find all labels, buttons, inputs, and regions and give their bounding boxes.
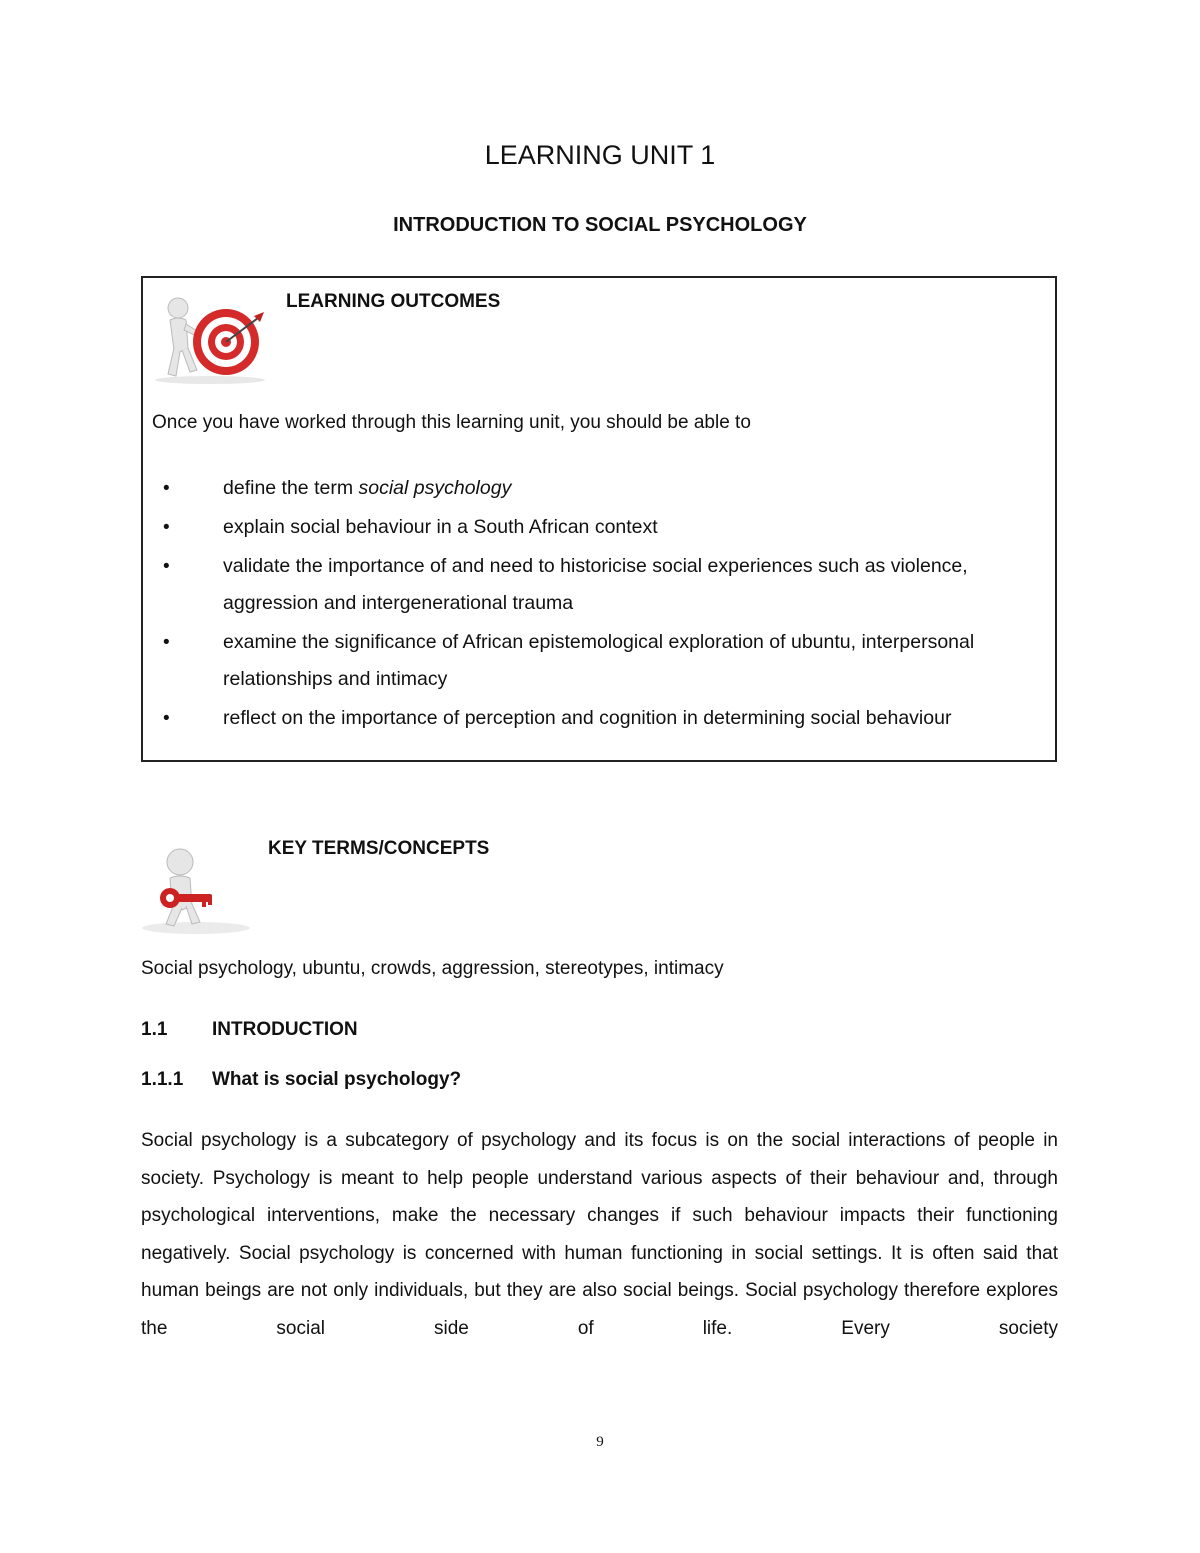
list-item: • examine the significance of African epistemological exploration of ubuntu, interpersonal relationships and intimacy: [152, 624, 1052, 698]
section-title: INTRODUCTION: [212, 1019, 358, 1040]
subsection-title: What is social psychology?: [212, 1069, 462, 1090]
subsection-number: 1.1.1: [141, 1069, 184, 1090]
list-item: • reflect on the importance of perception and cognition in determining social behaviour: [152, 700, 1052, 737]
page-number: 9: [596, 1434, 604, 1450]
bullet-icon: •: [163, 632, 170, 653]
key-terms-heading: KEY TERMS/CONCEPTS: [268, 838, 490, 859]
section-number: 1.1: [141, 1019, 168, 1040]
key-figure-icon: [140, 840, 252, 935]
body-paragraph: Social psychology is a subcategory of psychology and its focus is on the social interactions of people in society. Psychology is meant to help people understand various aspects of their behaviour and, through psychological interventions, make the necessary changes if such behaviour impacts their functioning negatively. Social psychology is concerned with human functioning in social settings. It is often said that human beings are not only individuals, but they are also social beings. Social psychology therefore explores the social side of life. Every society: [141, 1130, 1058, 1339]
target-figure-icon: [150, 290, 270, 385]
learning-outcomes-intro: Once you have worked through this learning unit, you should be able to: [152, 412, 751, 433]
list-item: • validate the importance of and need to historicise social experiences such as violence, aggression and intergenerational trauma: [152, 548, 1052, 622]
learning-outcomes-heading: LEARNING OUTCOMES: [286, 291, 501, 312]
learning-outcomes-list: [152, 470, 1052, 739]
bullet-icon: •: [163, 517, 170, 538]
bullet-icon: •: [163, 708, 170, 729]
bullet-icon: •: [163, 556, 170, 577]
bullet-icon: •: [163, 478, 170, 499]
list-item: • explain social behaviour in a South African context: [152, 509, 1052, 546]
unit-subtitle: INTRODUCTION TO SOCIAL PSYCHOLOGY: [393, 214, 807, 236]
key-terms-list: Social psychology, ubuntu, crowds, aggression, stereotypes, intimacy: [141, 958, 724, 979]
list-item: • define the term social psychology: [152, 470, 1052, 507]
unit-title: LEARNING UNIT 1: [484, 140, 716, 170]
